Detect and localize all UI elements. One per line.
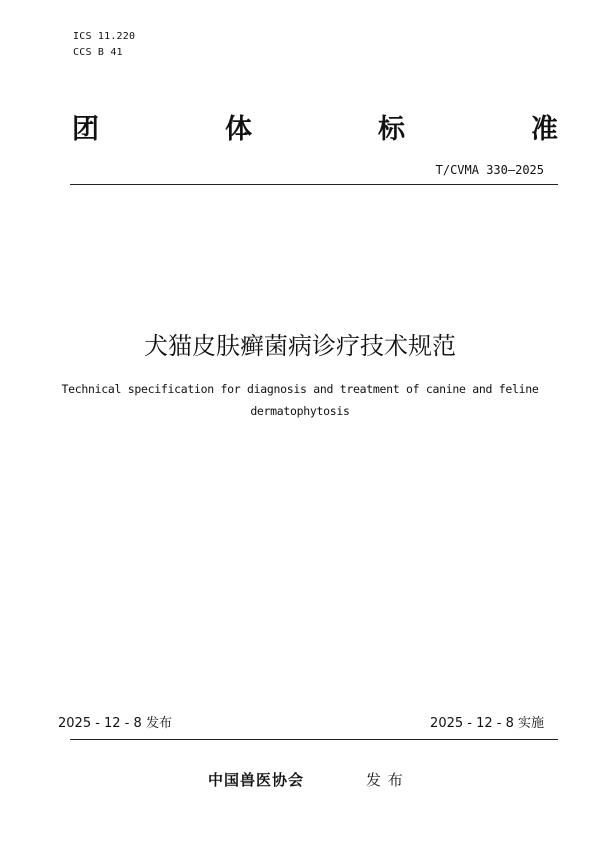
document-title-english [30, 378, 570, 422]
standard-type-char: 准 [531, 114, 558, 145]
top-divider [70, 184, 558, 185]
english-title-line-2: dermatophytosis [250, 404, 350, 418]
publication-date: 2025 - 12 - 8 发布 [58, 716, 172, 731]
standard-type-char: 体 [225, 114, 252, 145]
implementation-date: 2025 - 12 - 8 实施 [430, 716, 544, 731]
standard-number: T/CVMA 330—2025 [435, 163, 544, 177]
bottom-divider [70, 739, 558, 740]
issuing-organization: 中国兽医协会 [208, 771, 305, 789]
standard-type-char: 标 [378, 114, 405, 145]
standard-type-char: 团 [72, 114, 99, 145]
issue-label: 发 布 [366, 771, 404, 789]
english-title-line-1: Technical specification for diagnosis and treatment of canine and feline [61, 382, 539, 396]
document-title-chinese: 犬猫皮肤癣菌病诊疗技术规范 [144, 332, 456, 360]
ics-code: ICS 11.220 [73, 31, 136, 42]
standard-type-heading [72, 112, 558, 148]
ccs-code: CCS B 41 [73, 47, 123, 58]
